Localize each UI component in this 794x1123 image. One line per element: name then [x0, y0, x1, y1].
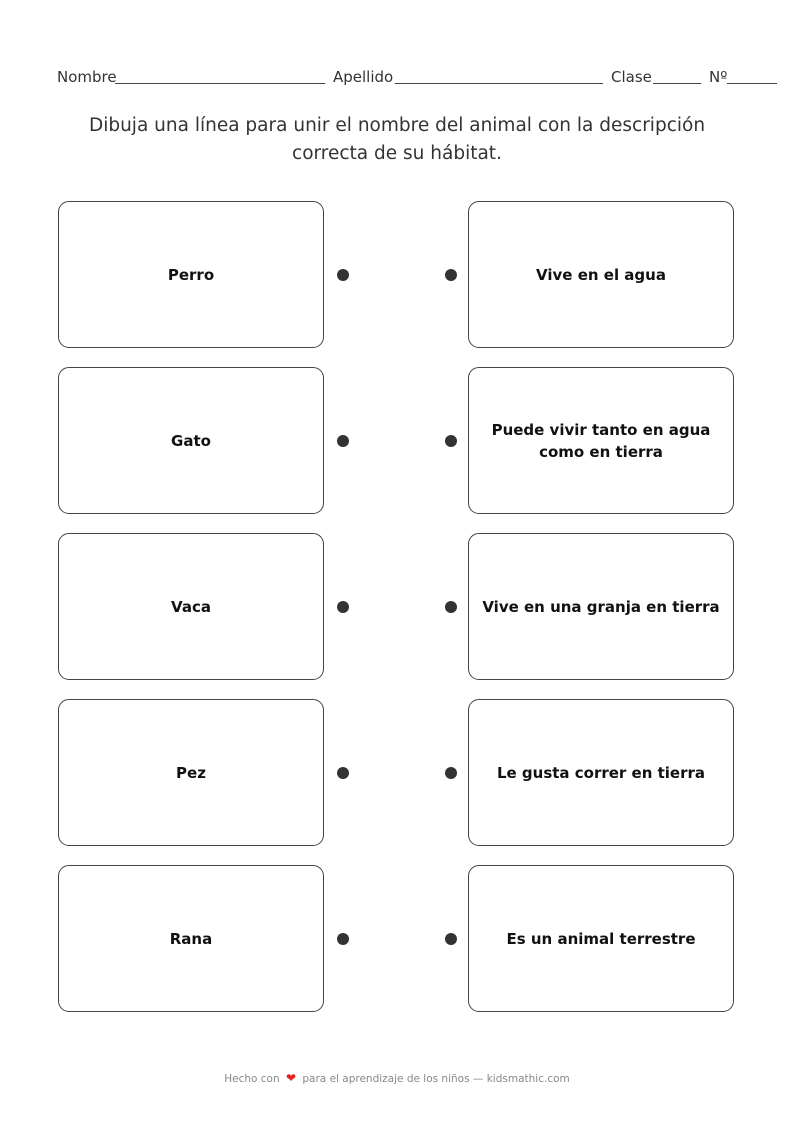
heart-icon: ❤: [285, 1071, 297, 1085]
left-connector-dot[interactable]: [337, 601, 349, 613]
surname-field[interactable]: [395, 83, 603, 84]
animal-label: Vaca: [171, 597, 211, 616]
number-field[interactable]: [727, 83, 777, 84]
animal-label: Perro: [167, 265, 215, 284]
animal-card: [58, 533, 324, 680]
animal-card: [58, 699, 324, 846]
footer-suffix: para el aprendizaje de los niños — kidsmathic.com: [302, 1073, 570, 1085]
animal-label: Pez: [176, 763, 206, 782]
name-field[interactable]: [115, 83, 325, 84]
animal-card: [58, 367, 324, 514]
habitat-card: [468, 533, 734, 680]
right-connector-dot[interactable]: [445, 269, 457, 281]
left-connector-dot[interactable]: [337, 435, 349, 447]
right-connector-dot[interactable]: [445, 767, 457, 779]
animal-card: [58, 865, 324, 1012]
habitat-label: Vive en el agua: [536, 265, 666, 284]
left-connector-dot[interactable]: [337, 933, 349, 945]
class-label: Clase: [611, 68, 652, 86]
animal-label: Gato: [171, 431, 211, 450]
footer-prefix: Hecho con: [224, 1073, 280, 1085]
right-connector-dot[interactable]: [445, 435, 457, 447]
right-connector-dot[interactable]: [445, 601, 457, 613]
footer: [0, 1071, 794, 1085]
surname-label: Apellido: [333, 68, 394, 86]
habitat-label: Es un animal terrestre: [506, 929, 696, 948]
habitat-label: Puede vivir tanto en agua como en tierra: [491, 420, 711, 461]
name-label: Nombre: [57, 68, 117, 86]
habitat-card: [468, 367, 734, 514]
class-field[interactable]: [653, 83, 701, 84]
habitat-card: [468, 865, 734, 1012]
animal-label: Rana: [169, 929, 213, 948]
habitat-label: Le gusta correr en tierra: [496, 763, 706, 782]
instructions: Dibuja una línea para unir el nombre del animal con la descripción correcta de su hábitat.: [88, 115, 706, 164]
animal-card: [58, 201, 324, 348]
habitat-card: [468, 699, 734, 846]
number-label: Nº: [709, 68, 728, 86]
left-connector-dot[interactable]: [337, 269, 349, 281]
habitat-label: Vive en una granja en tierra: [482, 597, 720, 616]
left-connector-dot[interactable]: [337, 767, 349, 779]
right-connector-dot[interactable]: [445, 933, 457, 945]
habitat-card: [468, 201, 734, 348]
student-info-row: [57, 68, 777, 88]
